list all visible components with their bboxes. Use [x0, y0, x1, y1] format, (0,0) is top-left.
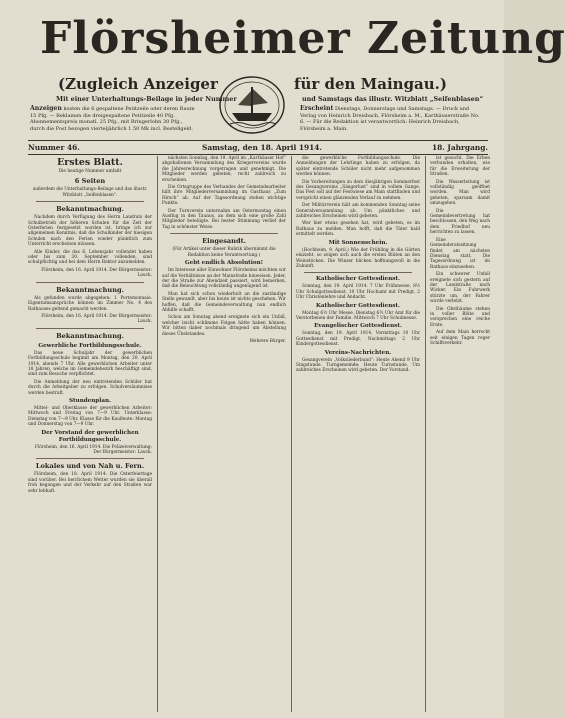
divider — [36, 282, 144, 283]
paragraph: Nachdem durch Verfügung des Herrn Landrats der Schulbetrieb der höheren Schulen für die Zeit der Osterferien festgesetzt worden ist, bringe ich zur allgemeinen Kenntnis, daß die Schulkinder der hiesigen Schulen nach den Ferien wieder pünktlich zum Unterricht erscheinen müssen. — [28, 215, 152, 248]
paragraph: Der Turnverein unternahm am Ostermontag einen Ausflug in den Taunus, an dem sich eine große Zahl Mitglieder beteiligte. Bei bester Stimmung verlief der Tag in schönster Weise. — [162, 208, 286, 230]
paragraph: Man hat sich schon wiederholt an die zuständige Stelle gewandt, aber bis heute ist nichts geschehen. Wir hoffen, daß die Gemeindeverwaltung nun endlich Abhilfe schafft. — [162, 291, 286, 313]
heading-fortbildungsschule: Gewerbliche Fortbildungsschule. — [38, 342, 142, 349]
paragraph: Schon am Sonntag abend ereignete sich ein Unfall, welcher leicht schlimme Folgen hätte haben können. Wir bitten daher nochmals dringend um Abstellung dieses Übelstandes. — [162, 315, 286, 337]
column-rule — [425, 156, 426, 712]
paragraph: Montag 6½ Uhr Messe. Dienstag 6½ Uhr Amt für die Verstorbenen der Familie. Mittwoch 7 Uhr Schulmesse. — [296, 310, 420, 321]
eingesandt-note: (Für Artikel unter dieser Rubrik übernimmt die Redaktion keine Verantwortung.) — [172, 247, 276, 258]
signature: Flörsheim, den 16. April 1914. Der Bürgermeister: Lauck. — [41, 313, 152, 325]
paragraph: Sonntag, den 19. April 1914. Vormittags 10 Uhr Gottesdienst mit Predigt. Nachmittags 2 Uhr Kindergottesdienst. — [296, 331, 420, 348]
tagline-right: und Samstags das illustr. Witzblatt „Seifenblasen“ — [302, 95, 484, 103]
heading-bekanntmachung-3: Bekanntmachung. — [56, 331, 124, 340]
heading-lokales: Lokales und von Nah u. Fern. — [35, 462, 145, 471]
heading-stundenplan: Stundenplan. — [69, 397, 111, 404]
paragraph: Flörsheim, den 18. April 1914. Die Osterfeiertage sind vorüber. Bei herrlichem Wetter wurden sie überall froh begangen und der Verkehr auf den Straßen war sehr lebhaft. — [28, 472, 152, 494]
newspaper-title: Flörsheimer Zeitung — [40, 13, 566, 64]
paragraph: Im Interesse aller Einwohner Flörsheims möchten wir auf die Verhältnisse an der Mainstraße hinweisen. Jeder, der die Straße zur Abendzeit passiert, wird bemerken, daß die Beleuchtung vollständig ungenügend ist. — [162, 268, 286, 290]
heading-vereins-nachrichten: Vereins-Nachrichten. — [324, 349, 392, 356]
column-rule — [291, 156, 292, 712]
paragraph: die gewerbliche Fortbildungsschule. Die Anmeldungen der Lehrlinge haben zu erfolgen, da später eintretende Schüler nicht mehr aufgenommen werden können. — [296, 156, 420, 178]
heading-erstes-blatt: Erstes Blatt. — [57, 157, 123, 168]
erstes-line-3: außerdem die Unterhaltungs-Beilage und das illustr. Witzblatt „Seifenblasen“. — [32, 187, 148, 198]
anzeigen-box — [30, 106, 198, 132]
paragraph: Die Gemeindevertretung hat beschlossen, den Weg nach dem Friedhof neu herrichten zu lassen. — [430, 208, 490, 236]
column-rule — [157, 156, 158, 712]
paragraph: Wer hier etwas gesehen hat, wird gebeten, es im Rathaus zu melden. Man hofft, daß die Täter bald ermittelt werden. — [296, 221, 420, 238]
heading-kath-gottesdienst-1: Katholischer Gottesdienst. — [316, 276, 400, 283]
paragraph: Ein schwerer Unfall ereignete sich gestern auf der Landstraße nach Wicker. Ein Fuhrwerk stürzte um, der Fahrer wurde verletzt. — [430, 272, 490, 305]
tagline-left: Mit einer Unterhaltungs-Beilage in jeder Nummer — [56, 95, 237, 103]
signature: Flörsheim, den 16. April 1914. Der Bürgermeister: Lauck. — [41, 267, 152, 279]
divider — [304, 272, 412, 273]
divider — [170, 233, 278, 234]
erscheint-box — [300, 106, 480, 132]
signature: Mehrere Bürger. — [249, 338, 286, 344]
paragraph: Die Anmeldung der neu eintretenden Schüler hat durch die Arbeitgeber zu erfolgen. Schulversäumnisse werden bestraft. — [28, 379, 152, 396]
town-emblem-icon — [218, 75, 286, 135]
paragraph: Sonntag, den 19. April 1914. 7 Uhr Frühmesse, 8½ Uhr Schulgottesdienst, 10 Uhr Hochamt mit Predigt, 2 Uhr Christenlehre und Andacht. — [296, 284, 420, 301]
divider — [36, 201, 144, 202]
subtitle-left: (Zugleich Anzeiger — [58, 75, 218, 93]
heading-kath-gottesdienst-2: Katholischer Gottesdienst. — [316, 302, 400, 309]
erstes-line-1: Die heutige Nummer umfaßt — [58, 169, 122, 174]
paragraph: Die Obstbäume stehen in voller Blüte und versprechen eine reiche Ernte. — [430, 306, 490, 328]
issue-info-bar — [28, 140, 488, 155]
masthead — [0, 0, 566, 140]
column-1 — [28, 156, 152, 712]
paragraph: Die Vorbereitungen zu dem diesjährigen Sommerfest des Gesangvereins „Sängerlust“ sind in vollem Gange. Das Fest soll auf der Festwiese am Main stattfinden und verspricht einen glänzenden Verlauf zu nehmen. — [296, 179, 420, 201]
heading-eingesandt: Eingesandt. — [202, 237, 246, 246]
issue-number: Nummer 46. — [28, 143, 80, 152]
heading-sonnenschein: Mit Sonnenschein. — [328, 239, 388, 246]
paragraph: Das neue Schuljahr der gewerblichen Fortbildungsschule beginnt am Montag, den 20. April 1914, abends 7 Uhr. Alle gewerblichen Arbeiter unter 18 Jahren, welche im Gemeindebezirk beschäftigt sind, sind zum Besuche verpflichtet. — [28, 350, 152, 378]
heading-evang-gottesdienst: Evangelischer Gottesdienst. — [314, 323, 402, 330]
anzeigen-text: kosten die 6 gespaltene Petitzeile oder deren Raum 15 Pfg. — Reklamen die dreigespaltene Petitzeile 40 Pfg. Abonnementspreis monatl. 25 Pfg., mit Bringerlohn 30 Pfg., durch die Post bezogen vierteljährlich 1.50 Mk incl. Bestellgeld. — [30, 106, 195, 132]
paragraph: (Hochheim, 9. April.) Wie der Frühling in die Gärten einzieht, so zeigen sich auch die ersten Blüten an den Weinstöcken. Die Winzer blicken hoffnungsvoll in die Zukunft. — [296, 247, 420, 269]
divider — [36, 458, 144, 459]
paragraph: Alle Kinder, die das 6. Lebensjahr vollendet haben oder bis zum 30. September vollenden, sind schulpflichtig und bei dem Herrn Rektor anzumelden. — [28, 249, 152, 266]
erscheint-label: Erscheint — [300, 105, 334, 112]
paragraph: Gesangverein „Volksliederbund“: Heute Abend 9 Uhr Singstunde. Turngemeinde: Heute Turnstunde. Um zahlreiches Erscheinen wird gebeten. Der Vorstand. — [296, 357, 420, 374]
paragraph: Auf dem Main herrscht seit einigen Tagen reger Schiffsverkehr. — [430, 330, 490, 346]
subtitle-right: für den Maingau.) — [294, 75, 448, 93]
signature: Flörsheim, den 16. April 1914. Die Polizeiverwaltung: Der Bürgermeister: Lauck. — [34, 444, 152, 455]
paragraph: Mittel- und Oberklasse der gewerblichen Arbeiter: Mittwoch und Freitag von 7—9 Uhr. Unterklasse: Dienstag von 7—9 Uhr. Klasse für die Kaufleute: Montag und Donnerstag von 7—9 Uhr. — [28, 405, 152, 428]
paragraph: Die Wasserleitung ist vollständig geöffnet worden. Man wird gebeten, sparsam damit umzugehen. — [430, 179, 490, 207]
paragraph: Der Militärverein hält am kommenden Sonntag seine Generalversammlung ab. Um pünktliches und zahlreiches Erscheinen wird gebeten. — [296, 203, 420, 220]
heading-gebt-absolution: Gebt endlich Absolution! — [184, 260, 264, 267]
paragraph: Die Ortsgruppe des Verbandes der Gemeindearbeiter hält ihre Mitgliederversammlung im Gasthaus „Zum Hirsch“ ab. Auf der Tagesordnung stehen wichtige Punkte. — [162, 185, 286, 207]
heading-vorstand: Der Vorstand der gewerblichen Fortbildungsschule. — [41, 429, 139, 443]
column-4 — [430, 156, 490, 712]
erscheint-text: Dienstags, Donnerstags und Samstags. — Druck und Verlag von Heinrich Dreisbach, Flörsheim a. M., Karthäuserstraße No. 6. — Für die Redaktion ist verantwortlich: Heinrich Dreisbach, Flörsheim a. Main. — [300, 106, 480, 132]
issue-date: Samstag, den 18. April 1914. — [202, 143, 322, 152]
paragraph: Als gefunden wurde abgegeben: 1 Portemonnaie. Eigentumsansprüche können im Zimmer No. 4 des Rathauses geltend gemacht werden. — [28, 295, 152, 312]
heading-bekanntmachung-1: Bekanntmachung. — [56, 205, 124, 214]
erstes-pages: 6 Seiten — [74, 177, 106, 186]
column-3 — [296, 156, 420, 712]
paragraph: ist gesucht. Die Erben verbunden erhalten, wie für die Erweiterung der Straßen. — [430, 156, 490, 178]
issue-year: 18. Jahrgang. — [431, 143, 488, 152]
paragraph: Eine Gemeinderatssitzung findet am nächsten Dienstag statt. Die Tagesordnung ist im Rathaus einzusehen. — [430, 237, 490, 270]
divider — [36, 328, 144, 329]
anzeigen-label: Anzeigen — [30, 105, 62, 112]
heading-bekanntmachung-2: Bekanntmachung. — [56, 285, 124, 294]
column-2 — [162, 156, 286, 712]
paragraph: nächsten Sonntag, den 19. April im „Karthäuser Hof“ abgehaltenen Versammlung des Kriegervereins wurde die Jahresrechnung vorgetragen und genehmigt. Die Mitglieder werden gebeten, recht zahlreich zu erscheinen. — [162, 156, 286, 183]
